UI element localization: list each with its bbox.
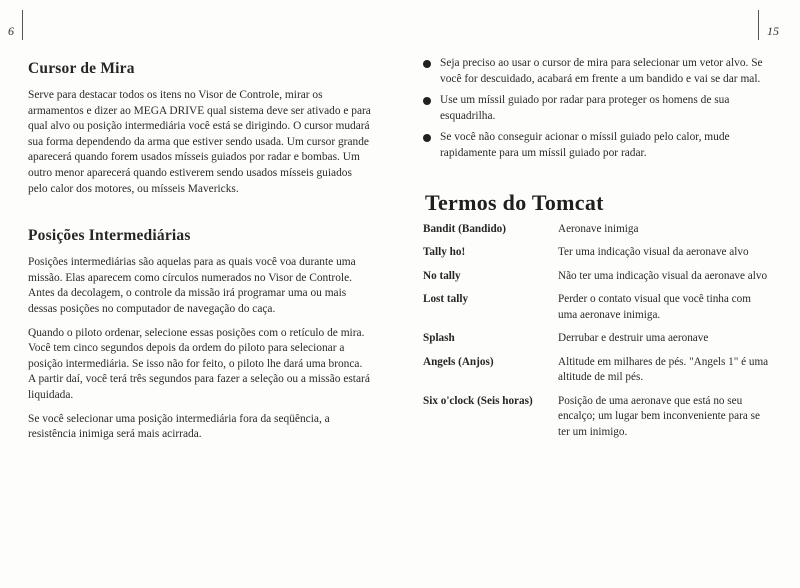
term-name: Lost tally <box>423 293 469 306</box>
tip-text: Se você não conseguir acionar o míssil guiado pelo calor, mude rapidamente para um míssil guiado por radar. <box>440 131 730 159</box>
term-row <box>423 331 769 355</box>
left-page-number: 6 <box>8 24 14 38</box>
tips-list <box>423 56 763 162</box>
tip-item <box>423 130 763 161</box>
left-margin-rule <box>22 10 23 40</box>
right-page-number: 15 <box>767 24 779 38</box>
term-row <box>423 245 769 269</box>
left-page-column <box>28 60 372 451</box>
term-name: Six o'clock (Seis horas) <box>423 394 533 407</box>
term-row <box>423 355 769 394</box>
term-name: Splash <box>423 332 455 345</box>
term-name: Bandit (Bandido) <box>423 222 507 235</box>
tip-item <box>423 56 763 87</box>
section-title-posicoes-intermediarias: Posições Intermediárias <box>28 227 191 245</box>
term-row <box>423 269 769 293</box>
tip-text: Seja preciso ao usar o cursor de mira para selecionar um vetor alvo. Se você for descuidado, acabará em frente a um bandido e vai se dar mal. <box>440 57 763 85</box>
term-row <box>423 394 769 449</box>
term-definition: Derrubar e destruir uma aeronave <box>558 332 709 345</box>
bullet-icon <box>423 60 431 68</box>
terms-title: Termos do Tomcat <box>425 189 604 215</box>
term-name: Angels (Anjos) <box>423 355 494 368</box>
term-name: Tally ho! <box>423 246 466 259</box>
term-definition: Não ter uma indicação visual da aeronave alvo <box>558 269 768 282</box>
bullet-icon <box>423 97 431 105</box>
term-definition: Perder o contato visual que você tinha com uma aeronave inimiga. <box>558 293 751 321</box>
term-definition: Aeronave inimiga <box>558 222 639 235</box>
tip-text: Use um míssil guiado por radar para proteger os homens de sua esquadrilha. <box>440 94 730 122</box>
terms-table <box>423 222 769 449</box>
paragraph-posicoes-3: Se você selecionar uma posição intermediária fora da seqüência, a resistência inimiga será mais acirrada. <box>28 412 330 441</box>
term-row <box>423 292 769 331</box>
paragraph-posicoes-1: Posições intermediárias são aquelas para as quais você voa durante uma missão. Elas aparecem como círculos numerados no Visor de Controle. Antes da decolagem, o controle da missão irá programar uma ou mais dessas posições no computador de navegação do caça. <box>28 256 356 315</box>
term-row <box>423 222 769 246</box>
paragraph-cursor-de-mira: Serve para destacar todos os itens no Visor de Controle, mirar os armamentos e dizer ao MEGA DRIVE qual sistema deve ser ativado e para qual alvo ou posição intermediária você está se dirigindo. O cursor mudará sua forma dependendo da arma que estiver sendo usada. Um cursor grande aparecerá quando forem usados mísseis guiados por radar e bombas. Um outro menor aparecerá quando estiverem sendo usados mísseis guiados pelo calor dos motores, ou mísseis Mavericks. <box>28 89 371 195</box>
term-definition: Ter uma indicação visual da aeronave alvo <box>558 246 749 259</box>
right-page-column <box>423 56 769 448</box>
term-name: No tally <box>423 269 461 282</box>
bullet-icon <box>423 134 431 142</box>
paragraph-posicoes-2: Quando o piloto ordenar, selecione essas posições com o retículo de mira. Você tem cinco segundos depois da ordem do piloto para selecionar a posição intermediária. Se isso não for feito, o piloto lhe dará uma bronca. A partir daí, você terá três segundos para fazer a seleção ou a missão estará liquidada. <box>28 326 370 401</box>
section-title-cursor-de-mira: Cursor de Mira <box>28 60 135 77</box>
term-definition: Altitude em milhares de pés. "Angels 1" é uma altitude de mil pés. <box>558 355 769 384</box>
tip-item <box>423 93 763 124</box>
right-margin-rule <box>758 10 759 40</box>
term-definition: Posição de uma aeronave que está no seu encalço; um lugar bem inconveniente para se ter um inimigo. <box>558 394 760 438</box>
